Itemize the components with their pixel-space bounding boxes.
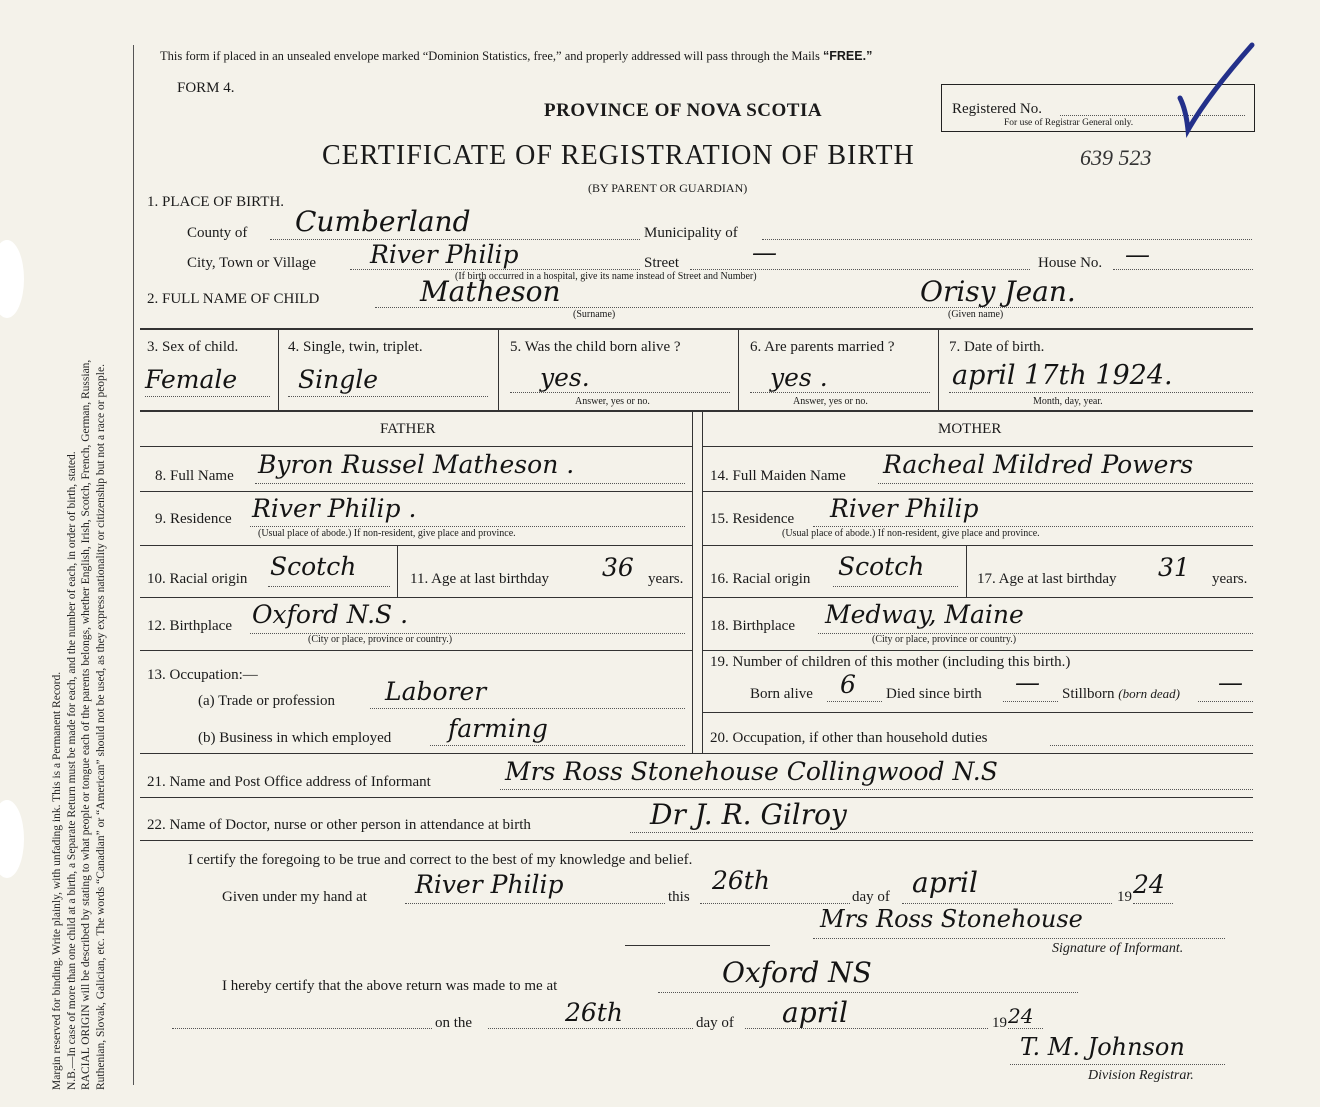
plurality-value: Single — [298, 365, 379, 394]
mother-age-value: 31 — [1158, 553, 1190, 582]
given-place-value: River Philip — [415, 870, 564, 899]
mother-age-label: 17. Age at last birthday — [977, 571, 1117, 587]
mail-notice-text: This form if placed in an unsealed envelope marked “Dominion Statistics, free,” and properly addressed will pass through the Mails — [160, 49, 820, 63]
father-birthplace-value: Oxford N.S . — [252, 600, 409, 629]
died-count-label: Died since birth — [886, 686, 982, 702]
father-name-label: 8. Full Name — [155, 468, 234, 484]
mother-children-label: 19. Number of children of this mother (including this birth.) — [710, 654, 1071, 670]
given-month-value: april — [912, 866, 978, 899]
stillborn-note: (born dead) — [1118, 686, 1181, 701]
margin-note-4: Ruthenian, Slovak, Galician, etc. The words “Canadian” or “American” should not be used, as they express nationality or citizenship but not a race or people. — [94, 364, 107, 1090]
father-business-label: (b) Business in which employed — [198, 730, 392, 746]
house-value: — — [1125, 240, 1150, 269]
mother-years-label: years. — [1212, 571, 1248, 587]
mother-occupation-label: 20. Occupation, if other than household duties — [710, 730, 988, 746]
house-label: House No. — [1038, 255, 1103, 271]
given-day-value: 26th — [712, 866, 770, 895]
informant-value: Mrs Ross Stonehouse Collingwood N.S — [505, 757, 998, 786]
sex-value: Female — [145, 365, 238, 394]
sex-label: 3. Sex of child. — [147, 339, 239, 355]
county-value: Cumberland — [295, 205, 471, 238]
form-number: FORM 4. — [177, 80, 235, 96]
mother-birthplace-value: Medway, Maine — [825, 600, 1024, 629]
mother-abode-note: (Usual place of abode.) If non-resident, give place and province. — [782, 528, 1040, 539]
father-trade-label: (a) Trade or profession — [198, 693, 336, 709]
stillborn-label — [1062, 686, 1180, 703]
margin-notes — [50, 20, 108, 1090]
margin-note-2: N.B.—In case of more than one child at a birth, a Separate Return must be made for each, and the number of each, in order of birth, stated. — [65, 451, 78, 1090]
father-occupation-label: 13. Occupation:— — [147, 667, 258, 683]
given-name-label: (Given name) — [948, 309, 1004, 320]
given-under-label: Given under my hand at — [222, 889, 367, 905]
parents-married-hint: Answer, yes or no. — [793, 396, 868, 407]
plurality-label: 4. Single, twin, triplet. — [288, 339, 423, 355]
child-surname: Matheson — [420, 275, 561, 308]
dob-value: april 17th 1924. — [952, 360, 1173, 391]
stillborn-label-text: Stillborn — [1062, 686, 1115, 702]
father-birthplace-label: 12. Birthplace — [147, 618, 232, 634]
hospital-note: (If birth occurred in a hospital, give its name instead of Street and Number) — [455, 271, 757, 282]
father-racial-value: Scotch — [270, 552, 357, 581]
mail-notice — [160, 49, 872, 64]
certificate-subtitle: (BY PARENT OR GUARDIAN) — [588, 181, 748, 195]
doctor-label: 22. Name of Doctor, nurse or other person in attendance at birth — [147, 817, 531, 833]
certificate-number: 639 523 — [1080, 145, 1152, 170]
registrar-year-value: 24 — [1008, 1004, 1034, 1028]
born-alive-label: 5. Was the child born alive ? — [510, 339, 681, 355]
registrar-statement: I hereby certify that the above return was made to me at — [222, 978, 558, 994]
registrar-day-of-label: day of — [696, 1015, 734, 1031]
father-residence-value: River Philip . — [252, 494, 417, 523]
city-value: River Philip — [370, 240, 519, 269]
informant-label: 21. Name and Post Office address of Informant — [147, 774, 431, 790]
registrar-month-value: april — [782, 996, 848, 1029]
mother-birthplace-label: 18. Birthplace — [710, 618, 795, 634]
father-name-value: Byron Russel Matheson . — [258, 450, 575, 479]
mother-birthplace-note: (City or place, province or country.) — [872, 634, 1017, 645]
street-value: — — [752, 238, 777, 267]
informant-signature: Mrs Ross Stonehouse — [820, 905, 1083, 933]
divider-short — [625, 945, 770, 946]
father-business-value: farming — [448, 714, 548, 743]
mother-name-value: Racheal Mildred Powers — [883, 450, 1194, 479]
surname-label: (Surname) — [573, 309, 616, 320]
margin-note-3: RACIAL ORIGIN will be described by stating to what people or tongue each of the parents belongs, whether English, Irish, Scotch, French, German, Russian, — [80, 359, 92, 1090]
mother-racial-value: Scotch — [838, 552, 925, 581]
parents-married-label: 6. Are parents married ? — [750, 339, 895, 355]
street-label: Street — [644, 255, 679, 271]
child-given-name: Orisy Jean. — [920, 275, 1076, 308]
father-age-value: 36 — [602, 553, 634, 582]
registered-no-label: Registered No. — [952, 101, 1042, 117]
mother-residence-value: River Philip — [830, 494, 979, 523]
dob-label: 7. Date of birth. — [949, 339, 1045, 355]
father-heading: FATHER — [380, 421, 436, 437]
father-residence-label: 9. Residence — [155, 511, 232, 527]
binding-hole-bottom — [0, 800, 24, 878]
registrar-on-the-label: on the — [435, 1015, 473, 1031]
city-label: City, Town or Village — [187, 255, 317, 271]
father-abode-note: (Usual place of abode.) If non-resident, give place and province. — [258, 528, 516, 539]
informant-signature-label: Signature of Informant. — [1052, 941, 1184, 956]
mail-notice-free: “FREE.” — [823, 49, 873, 63]
born-alive-count: 6 — [840, 670, 856, 699]
place-of-birth-label: 1. PLACE OF BIRTH. — [147, 194, 285, 210]
registrar-place-value: Oxford NS — [722, 956, 872, 989]
registrar-signature-label: Division Registrar. — [1088, 1068, 1194, 1083]
certify-statement: I certify the foregoing to be true and correct to the best of my knowledge and belief. — [188, 852, 693, 868]
given-day-of-label: day of — [852, 889, 890, 905]
child-name-label: 2. FULL NAME OF CHILD — [147, 291, 320, 307]
checkmark-icon — [1168, 40, 1258, 140]
given-year-value: 24 — [1133, 870, 1165, 899]
mother-residence-label: 15. Residence — [710, 511, 795, 527]
mother-heading: MOTHER — [938, 421, 1002, 437]
born-alive-hint: Answer, yes or no. — [575, 396, 650, 407]
margin-note-1: Margin reserved for binding. Write plainly, with unfading ink. This is a Permanent Record. — [51, 671, 63, 1090]
binding-hole-top — [0, 240, 24, 318]
father-years-label: years. — [648, 571, 684, 587]
stillborn-count: — — [1218, 668, 1243, 697]
father-trade-value: Laborer — [385, 677, 487, 706]
registrar-day-value: 26th — [565, 998, 623, 1027]
father-racial-label: 10. Racial origin — [147, 571, 248, 587]
mother-racial-label: 16. Racial origin — [710, 571, 811, 587]
county-label: County of — [187, 225, 248, 241]
municipality-label: Municipality of — [644, 225, 738, 241]
born-alive-value: yes. — [540, 363, 590, 392]
margin-rule — [133, 45, 134, 1085]
born-alive-count-label: Born alive — [750, 686, 813, 702]
doctor-value: Dr J. R. Gilroy — [650, 798, 847, 831]
certificate-title: CERTIFICATE OF REGISTRATION OF BIRTH — [322, 140, 915, 171]
given-year-prefix: 19 — [1117, 889, 1132, 905]
father-age-label: 11. Age at last birthday — [410, 571, 549, 587]
father-birthplace-note: (City or place, province or country.) — [308, 634, 453, 645]
province-heading: PROVINCE OF NOVA SCOTIA — [544, 100, 823, 121]
registrar-signature: T. M. Johnson — [1020, 1033, 1185, 1061]
registrar-year-prefix: 19 — [992, 1015, 1007, 1031]
given-this-label: this — [668, 889, 690, 905]
parents-married-value: yes . — [770, 363, 828, 392]
mother-name-label: 14. Full Maiden Name — [710, 468, 846, 484]
died-count: — — [1015, 668, 1040, 697]
dob-hint: Month, day, year. — [1033, 396, 1103, 407]
registrar-use-note: For use of Registrar General only. — [1004, 118, 1134, 128]
